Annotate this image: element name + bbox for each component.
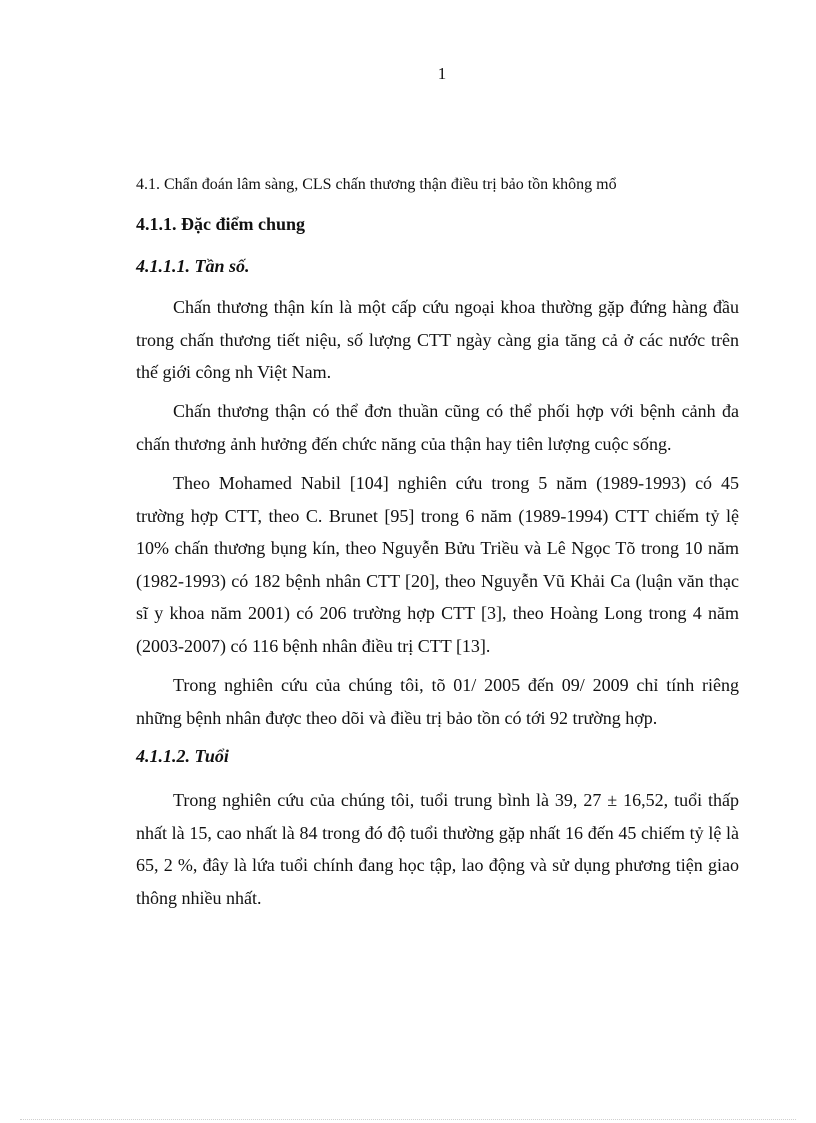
paragraph-age-stats: Trong nghiên cứu của chúng tôi, tuổi trung bình là 39, 27 ± 16,52, tuổi thấp nhất là 15, cao nhất là 84 trong đó độ tuổi thường gặp nhất 16 đến 45 chiếm tỷ lệ là 65, 2 %, đây là lứa tuổi chính đang học tập, lao động và sử dụng phương tiện giao thông nhiều nhất. [136, 790, 739, 908]
paragraph-frequency-intro: Chấn thương thận kín là một cấp cứu ngoại khoa thường gặp đứng hàng đầu trong chấn thương tiết niệu, số lượng CTT ngày càng gia tăng cả ở các nước trên thế giới công nh Việt Nam. [136, 297, 739, 382]
subsection-title: 4.1.1. Đặc điểm chung [136, 214, 306, 234]
subsubsection-frequency-title: 4.1.1.1. Tần số. [136, 256, 250, 276]
paragraph-study-cases: Trong nghiên cứu của chúng tôi, tõ 01/ 2005 đến 09/ 2009 chỉ tính riêng những bệnh nhân được theo dõi và điều trị bảo tồn có tới 92 trường hợp. [136, 675, 739, 728]
section-title: 4.1. Chẩn đoán lâm sàng, CLS chấn thương thận điều trị bảo tồn không mổ [136, 176, 617, 193]
paragraph-trauma-combination: Chấn thương thận có thể đơn thuần cũng có thể phối hợp với bệnh cảnh đa chấn thương ảnh hưởng đến chức năng của thận hay tiên lượng cuộc sống. [136, 401, 739, 454]
page-number: 1 [437, 64, 447, 83]
page-bottom-divider [20, 1119, 796, 1120]
subsubsection-age-title: 4.1.1.2. Tuổi [136, 746, 229, 766]
paragraph-literature-review: Theo Mohamed Nabil [104] nghiên cứu trong 5 năm (1989-1993) có 45 trường hợp CTT, theo C. Brunet [95] trong 6 năm (1989-1994) CTT chiếm tỷ lệ 10% chấn thương bụng kín, theo Nguyễn Bửu Triều và Lê Ngọc Tõ trong 10 năm (1982-1993) có 182 bệnh nhân CTT [20], theo Nguyễn Vũ Khải Ca (luận văn thạc sĩ y khoa năm 2001) có 206 trường hợp CTT [3], theo Hoàng Long trong 4 năm (2003-2007) có 116 bệnh nhân điều trị CTT [13]. [136, 473, 739, 656]
